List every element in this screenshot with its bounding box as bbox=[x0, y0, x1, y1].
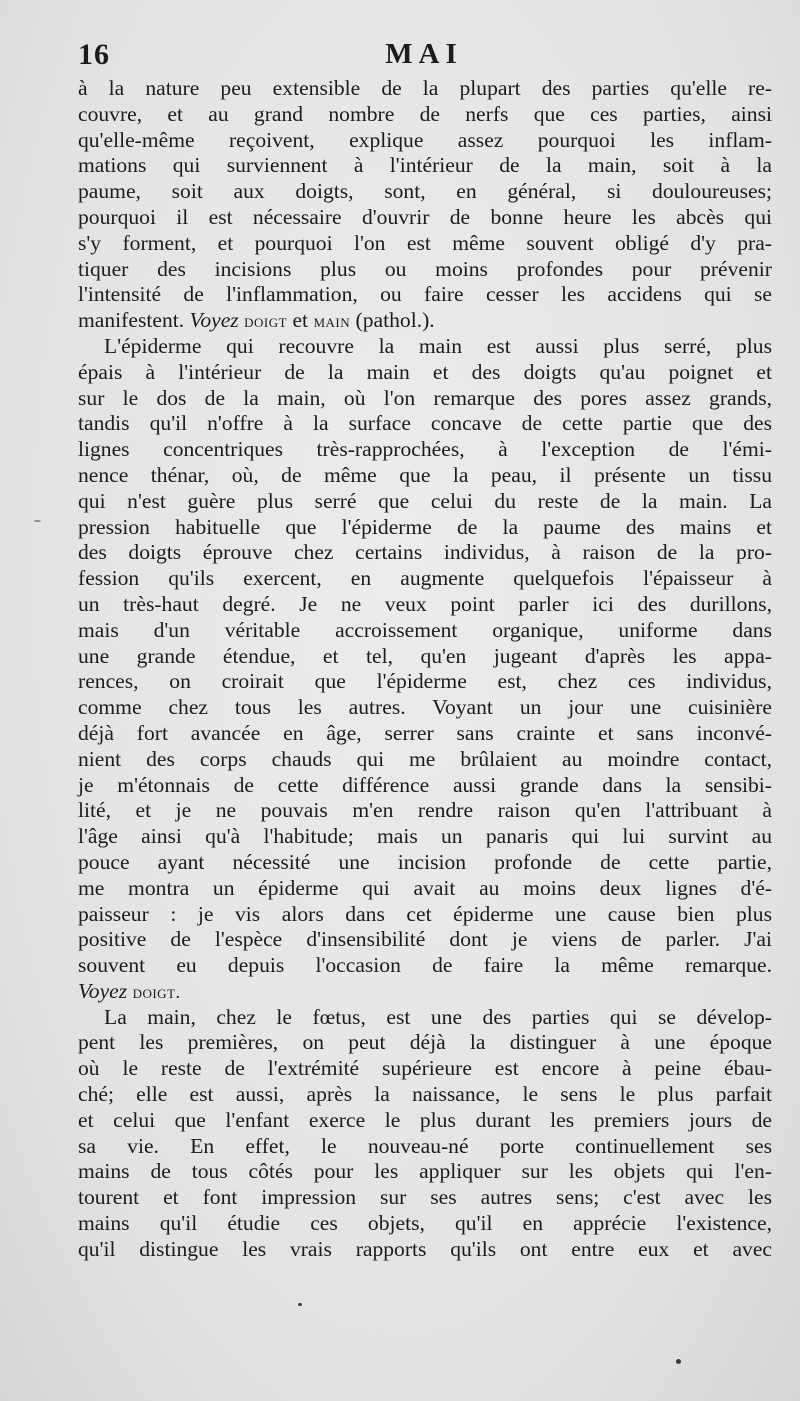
text-line: qui n'est guère plus serré que celui du reste de la main. La bbox=[78, 488, 772, 513]
text-line: L'épiderme qui recouvre la main est aussi plus serré, plus bbox=[104, 333, 772, 358]
cross-ref-tail: (pathol.). bbox=[355, 308, 435, 333]
text-line: souvent eu depuis l'occasion de faire la même remarque. bbox=[78, 953, 772, 978]
text-line: qu'elle-même reçoivent, explique assez pourquoi les inflam- bbox=[78, 127, 772, 152]
text-line-cross-reference bbox=[78, 979, 772, 1005]
ink-speck bbox=[34, 520, 41, 522]
text-line: qu'il distingue les vrais rapports qu'ils ont entre eux et avec bbox=[78, 1236, 772, 1261]
text-line: nence thénar, où, de même que la peau, il présente un tissu bbox=[78, 462, 772, 487]
text-line: mations qui surviennent à l'intérieur de la main, soit à la bbox=[78, 153, 772, 178]
text-line: un très-haut degré. Je ne veux point parler ici des durillons, bbox=[78, 591, 772, 616]
text-line: lité, et je ne pouvais m'en rendre raison qu'en l'attribuant à bbox=[78, 798, 772, 823]
text-line: une grande étendue, et tel, qu'en jugeant d'après les appa- bbox=[78, 643, 772, 668]
line-text: manifestent. bbox=[78, 308, 185, 333]
running-head bbox=[78, 38, 770, 78]
text-line: La main, chez le fœtus, est une des parties qui se dévelop- bbox=[104, 1004, 772, 1029]
text-line: des doigts éprouve chez certains individus, à raison de la pro- bbox=[78, 540, 772, 565]
cross-ref-term: doigt bbox=[244, 311, 288, 332]
text-line: mais d'un véritable accroissement organique, uniforme dans bbox=[78, 617, 772, 642]
text-line: comme chez tous les autres. Voyant un jour une cuisinière bbox=[78, 695, 772, 720]
text-line: pression habituelle que l'épiderme de la paume des mains et bbox=[78, 514, 772, 539]
text-line: pourquoi il est nécessaire d'ouvrir de bonne heure les abcès qui bbox=[78, 204, 772, 229]
text-line: pent les premières, on peut déjà la distinguer à une époque bbox=[78, 1030, 772, 1055]
text-line: l'intensité de l'inflammation, ou faire cesser les accidens qui se bbox=[78, 282, 772, 307]
voyez-italic: Voyez bbox=[78, 978, 128, 1003]
ink-speck bbox=[676, 1359, 681, 1364]
text-line: paisseur : je vis alors dans cet épiderme une cause bien plus bbox=[78, 901, 772, 926]
running-title: MAI bbox=[385, 38, 463, 70]
text-line: épais à l'intérieur de la main et des doigts qu'au poignet et bbox=[78, 359, 772, 384]
text-line: je m'étonnais de cette différence aussi grande dans la sensibi- bbox=[78, 772, 772, 797]
text-line: lignes concentriques très-rapprochées, à l'exception de l'émi- bbox=[78, 437, 772, 462]
text-line: s'y forment, et pourquoi l'on est même souvent obligé d'y pra- bbox=[78, 230, 772, 255]
text-line: déjà fort avancée en âge, serrer sans crainte et sans inconvé- bbox=[78, 720, 772, 745]
text-line: couvre, et au grand nombre de nerfs que ces parties, ainsi bbox=[78, 101, 772, 126]
text-line: paume, soit aux doigts, sont, en général, si douloureuses; bbox=[78, 179, 772, 204]
text-line: rences, on croirait que l'épiderme est, chez ces individus, bbox=[78, 669, 772, 694]
ink-speck bbox=[298, 1303, 302, 1306]
body-text bbox=[78, 76, 772, 1263]
cross-ref-term: doigt. bbox=[132, 981, 181, 1002]
cross-ref-term: main bbox=[313, 311, 351, 332]
text-line: tourent et font impression sur ses autres sens; c'est avec les bbox=[78, 1185, 772, 1210]
text-line: positive de l'espèce d'insensibilité dont je viens de parler. J'ai bbox=[78, 927, 772, 952]
text-line: à la nature peu extensible de la plupart des parties qu'elle re- bbox=[78, 76, 772, 100]
text-line: tiquer des incisions plus ou moins profondes pour prévenir bbox=[78, 256, 772, 281]
text-line: tandis qu'il n'offre à la surface concave de cette partie que des bbox=[78, 411, 772, 436]
text-line: où le reste de l'extrémité supérieure est encore à peine ébau- bbox=[78, 1056, 772, 1081]
text-line: l'âge ainsi qu'à l'habitude; mais un panaris qui lui survint au bbox=[78, 824, 772, 849]
text-line: mains de tous côtés pour les appliquer sur les objets qui l'en- bbox=[78, 1159, 772, 1184]
voyez-italic: Voyez bbox=[189, 308, 239, 333]
conjunction: et bbox=[292, 308, 309, 333]
text-line: pouce ayant nécessité une incision profonde de cette partie, bbox=[78, 849, 772, 874]
text-line: et celui que l'enfant exerce le plus durant les premiers jours de bbox=[78, 1107, 772, 1132]
text-line: me montra un épiderme qui avait au moins deux lignes d'é- bbox=[78, 875, 772, 900]
text-line: ché; elle est aussi, après la naissance, le sens le plus parfait bbox=[78, 1082, 772, 1107]
text-line: nient des corps chauds qui me brûlaient au moindre contact, bbox=[78, 746, 772, 771]
text-line-cross-reference bbox=[78, 308, 772, 334]
text-line: mains qu'il étudie ces objets, qu'il en apprécie l'existence, bbox=[78, 1211, 772, 1236]
text-line: sur le dos de la main, où l'on remarque des pores assez grands, bbox=[78, 385, 772, 410]
text-line: fession qu'ils exercent, en augmente quelquefois l'épaisseur à bbox=[78, 566, 772, 591]
text-line: sa vie. En effet, le nouveau-né porte continuellement ses bbox=[78, 1133, 772, 1158]
page-number: 16 bbox=[78, 38, 110, 71]
